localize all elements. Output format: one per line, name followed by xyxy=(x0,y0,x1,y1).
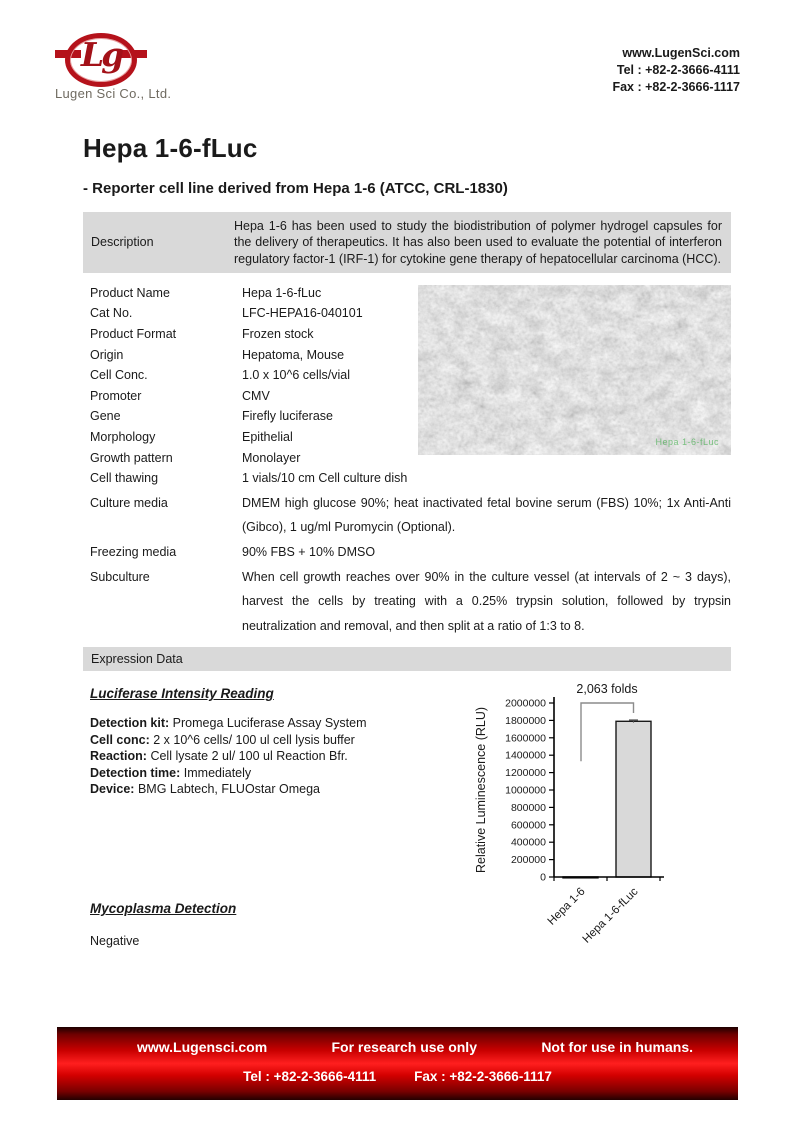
row-value: When cell growth reaches over 90% in the culture vessel (at intervals of 2 ~ 3 days), harvest the cells by treating with a 0.25% trypsin solution, followed by trypsin neutralization and removal, and then split at a ratio of 1:3 to 8. xyxy=(242,569,731,633)
row-label: Subculture xyxy=(90,569,150,584)
footer-website[interactable]: www.Lugensci.com xyxy=(137,1039,268,1055)
row-label: Product Format xyxy=(90,327,177,342)
table-row-subculture xyxy=(83,565,731,638)
row-value: Monolayer xyxy=(242,450,301,465)
footer-line2 xyxy=(57,1069,738,1084)
description-text: Hepa 1-6 has been used to study the biodistribution of polymer hydrogel capsules for the delivery of therapeutics. It has also been used to evaluate the potential of interferon regulatory factor-1 (IRF-1) for cytokine gene therapy of hepatocellular carcinoma (HCC). xyxy=(234,219,722,266)
table-row-culture-media xyxy=(83,491,731,540)
row-value: Epithelial xyxy=(242,430,293,445)
row-value: 1 vials/10 cm Cell culture dish xyxy=(242,471,408,486)
description-row xyxy=(83,212,731,273)
footer-research-use-label: For research use only xyxy=(331,1039,477,1055)
row-label: Freezing media xyxy=(90,545,177,560)
y-tick-label: 1800000 xyxy=(505,714,546,727)
detail-label: Detection kit: xyxy=(90,716,170,731)
footer-banner xyxy=(57,1027,738,1100)
row-value: 1.0 x 10^6 cells/vial xyxy=(242,368,351,383)
footer-tel: Tel : +82-2-3666-4111 xyxy=(243,1069,377,1084)
row-value: CMV xyxy=(242,388,270,403)
logo-monogram: Lg xyxy=(80,35,122,74)
y-axis-label: Relative Luminescence (RLU) xyxy=(474,707,488,874)
y-tick-label: 800000 xyxy=(510,801,546,814)
footer-fax: Fax : +82-2-3666-1117 xyxy=(414,1069,552,1084)
detail-value: Promega Luciferase Assay System xyxy=(172,716,367,731)
row-label: Origin xyxy=(90,347,124,362)
document-body xyxy=(83,0,731,1067)
row-value: LFC-HEPA16-040101 xyxy=(242,306,363,321)
contact-fax: Fax : +82-2-3666-1117 xyxy=(612,80,740,94)
y-tick-label: 200000 xyxy=(510,854,546,867)
x-tick-label: Hepa 1-6-fLuc xyxy=(580,885,641,946)
expression-data-header: Expression Data xyxy=(83,647,731,671)
row-label: Cell thawing xyxy=(90,471,159,486)
detail-label: Cell conc: xyxy=(90,732,150,747)
x-tick-label: Hepa 1-6 xyxy=(545,885,588,928)
y-tick-label: 1600000 xyxy=(505,732,546,745)
bar xyxy=(616,721,651,877)
detail-value: Cell lysate 2 ul/ 100 ul Reaction Bfr. xyxy=(150,749,348,764)
image-watermark: Hepa 1-6-fLuc xyxy=(655,436,719,447)
y-tick-label: 600000 xyxy=(510,819,546,832)
logo-company-name: Lugen Sci Co., Ltd. xyxy=(55,86,172,101)
contact-website[interactable]: www.LugenSci.com xyxy=(622,46,740,60)
detail-label: Device: xyxy=(90,782,135,797)
microscopy-texture xyxy=(418,285,731,455)
row-label: Culture media xyxy=(90,495,168,510)
page-title: Hepa 1-6-fLuc xyxy=(83,133,258,163)
y-tick-label: 2000000 xyxy=(505,697,546,710)
contact-tel: Tel : +82-2-3666-4111 xyxy=(616,63,740,77)
row-value: Frozen stock xyxy=(242,327,314,342)
y-tick-label: 0 xyxy=(540,871,546,884)
row-label: Promoter xyxy=(90,388,142,403)
expression-chart xyxy=(470,677,745,977)
detail-label: Reaction: xyxy=(90,749,147,764)
mycoplasma-result: Negative xyxy=(90,934,140,949)
description-label: Description xyxy=(91,235,154,250)
detail-value: BMG Labtech, FLUOstar Omega xyxy=(137,782,320,797)
row-value: Hepatoma, Mouse xyxy=(242,347,345,362)
row-label: Growth pattern xyxy=(90,450,173,465)
row-label: Morphology xyxy=(90,430,156,445)
page-subtitle: - Reporter cell line derived from Hepa 1-6 (ATCC, CRL-1830) xyxy=(83,180,508,197)
y-tick-label: 1400000 xyxy=(505,749,546,762)
mycoplasma-heading: Mycoplasma Detection xyxy=(90,901,237,917)
row-value: 90% FBS + 10% DMSO xyxy=(242,545,376,560)
y-tick-label: 1200000 xyxy=(505,767,546,780)
product-table xyxy=(83,285,731,638)
row-value: DMEM high glucose 90%; heat inactivated fetal bovine serum (FBS) 10%; 1x Anti-Anti (Gibco), 1 ug/ml Puromycin (Optional). xyxy=(242,495,731,535)
row-label: Cat No. xyxy=(90,306,133,321)
row-value: Firefly luciferase xyxy=(242,409,333,424)
row-label: Cell Conc. xyxy=(90,368,148,383)
row-label: Product Name xyxy=(90,285,170,300)
table-row-freezing-media xyxy=(83,544,731,560)
y-tick-label: 400000 xyxy=(510,836,546,849)
footer-not-for-humans-label: Not for use in humans. xyxy=(541,1039,693,1055)
luciferase-heading: Luciferase Intensity Reading xyxy=(90,686,274,702)
detail-value: Immediately xyxy=(183,765,252,780)
expression-data-body xyxy=(83,671,731,1067)
cell-culture-microscopy-image xyxy=(418,285,731,455)
row-value: Hepa 1-6-fLuc xyxy=(242,285,322,300)
footer-line1 xyxy=(57,1027,738,1055)
y-tick-label: 1000000 xyxy=(505,784,546,797)
detail-value: 2 x 10^6 cells/ 100 ul cell lysis buffer xyxy=(153,732,355,747)
table-row-cell-thawing xyxy=(83,470,731,486)
row-label: Gene xyxy=(90,409,121,424)
detail-label: Detection time: xyxy=(90,765,181,780)
chart-annotation: 2,063 folds xyxy=(576,682,638,697)
